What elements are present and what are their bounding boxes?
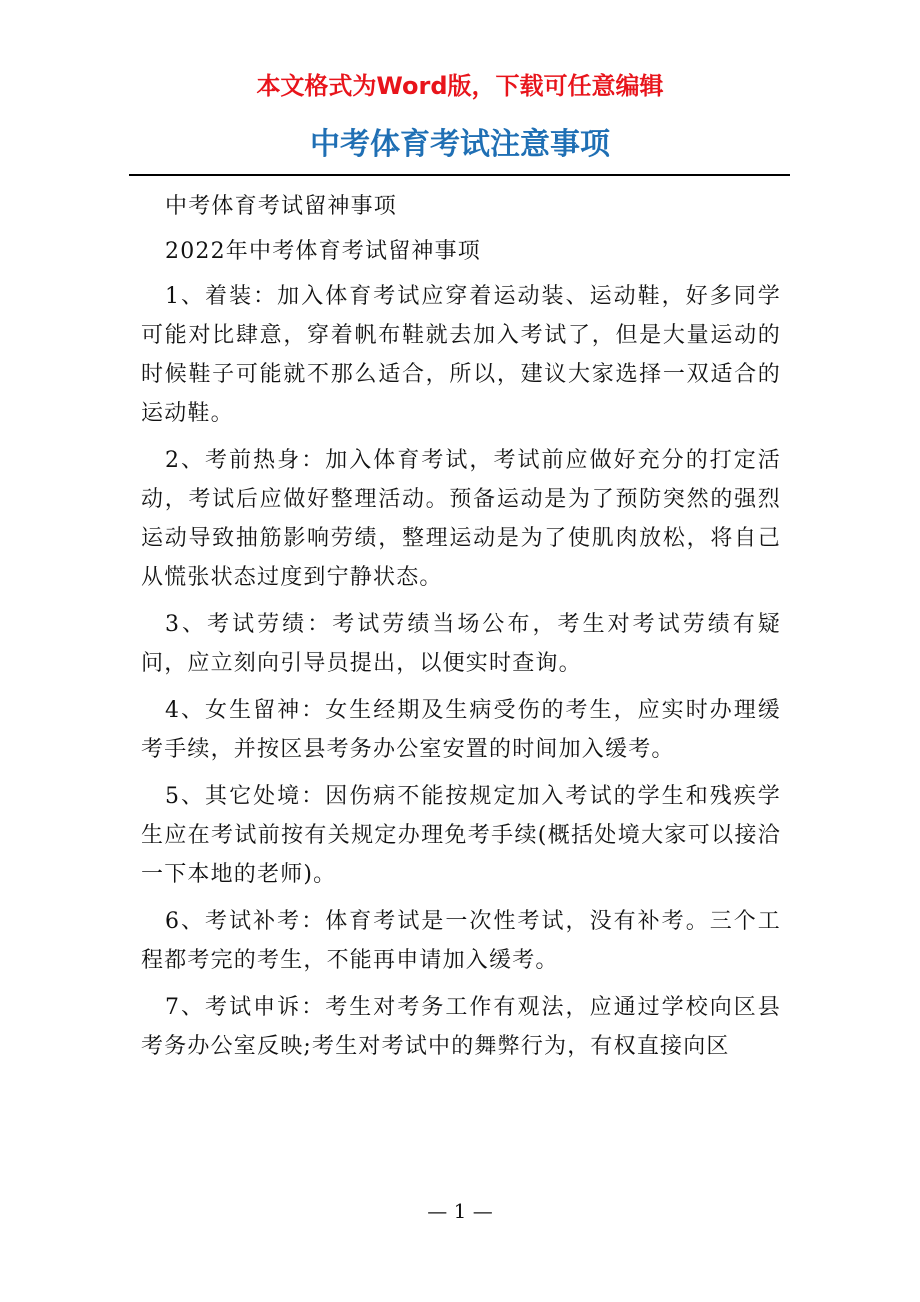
body-paragraph-appeals: 7、考试申诉：考生对考务工作有观法，应通过学校向区县考务办公室反映;考生对考试中的舞弊行为，有权直接向区	[141, 995, 781, 1059]
body-paragraph-heading: 中考体育考试留神事项	[165, 194, 398, 219]
body-paragraph-female-students: 4、女生留神：女生经期及生病受伤的考生，应实时办理缓考手续，并按区县考务办公室安置的时间加入缓考。	[141, 698, 781, 762]
page-number: — 1 —	[427, 1199, 493, 1223]
body-paragraph-subheading: 2022年中考体育考试留神事项	[165, 239, 481, 264]
document-body	[141, 187, 781, 1074]
body-paragraph-warmup: 2、考前热身：加入体育考试，考试前应做好充分的打定活动，考试后应做好整理活动。预备运动是为了预防突然的强烈运动导致抽筋影响劳绩，整理运动是为了使肌肉放松，将自己从慌张状态过度到宁静状态。	[141, 448, 781, 590]
body-paragraph-other-situations: 5、其它处境：因伤病不能按规定加入考试的学生和残疾学生应在考试前按有关规定办理免考手续(概括处境大家可以接洽一下本地的老师)。	[141, 784, 781, 887]
body-paragraph-results: 3、考试劳绩：考试劳绩当场公布，考生对考试劳绩有疑问，应立刻向引导员提出，以便实时查询。	[141, 612, 781, 676]
title-divider	[129, 174, 790, 176]
document-title: 中考体育考试注意事项	[310, 127, 610, 162]
body-paragraph-attire: 1、着装：加入体育考试应穿着运动装、运动鞋，好多同学可能对比肆意，穿着帆布鞋就去加入考试了，但是大量运动的时候鞋子可能就不那么适合，所以，建议大家选择一双适合的运动鞋。	[141, 284, 781, 426]
body-paragraph-makeup-exam: 6、考试补考：体育考试是一次性考试，没有补考。三个工程都考完的考生，不能再申请加入缓考。	[141, 909, 781, 973]
format-notice-banner: 本文格式为Word版，下载可任意编辑	[256, 72, 664, 100]
